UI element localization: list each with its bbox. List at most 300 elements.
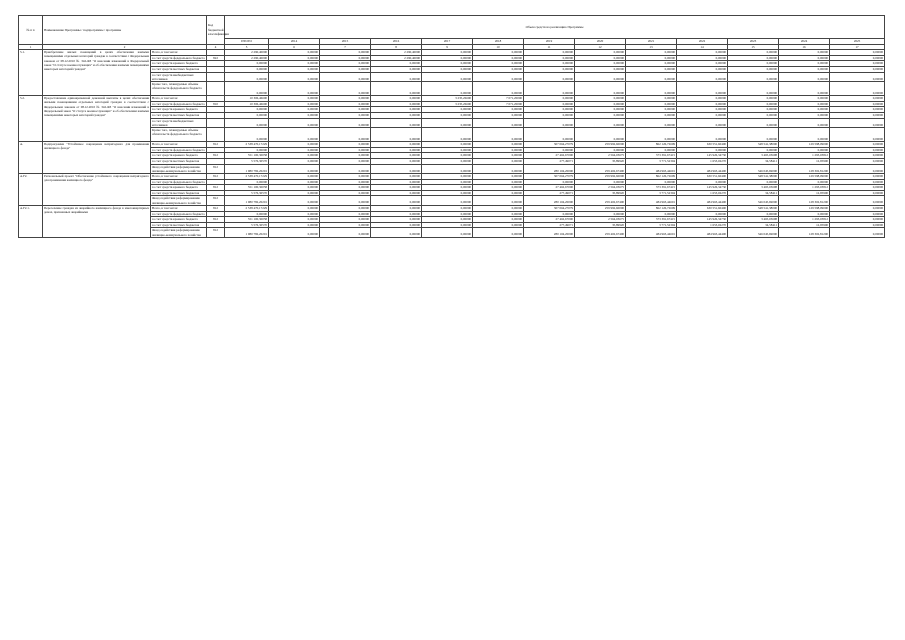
year-value: 0,00000	[473, 174, 524, 180]
year-value: 0,00000	[320, 174, 371, 180]
funding-source: Фонд содействия реформированию жилищно-коммунального хозяйства	[151, 228, 207, 238]
total-value: 2 290,40000	[225, 55, 269, 61]
year-value: 145 926,34730	[677, 153, 728, 159]
year-value: 0,00000	[575, 72, 626, 82]
year-value: 0,00000	[269, 61, 320, 67]
year-value: 0,00000	[422, 128, 473, 142]
year-value: 0,00000	[728, 147, 779, 153]
year-value: 0,00000	[320, 118, 371, 128]
year-value: 0,00000	[830, 153, 885, 159]
total-value: 10 306,46600	[225, 96, 269, 102]
year-value: 12,95900	[779, 190, 830, 196]
program-name: Переселение граждан из аварийного жилищного фонда в многоквартирных домах, признанных аварийными	[43, 206, 151, 238]
year-value: 0,00000	[677, 107, 728, 113]
year-value: 0,00000	[371, 107, 422, 113]
year-value: 0,00000	[422, 82, 473, 96]
funding-source: за счет средств федерального бюджета	[151, 211, 207, 217]
funding-source: за счет средств внебюджетных источников	[151, 118, 207, 128]
total-value: 0,00000	[225, 66, 269, 72]
year-value: 0,00000	[269, 112, 320, 118]
year-value: 0,00000	[677, 128, 728, 142]
year-value: 0,00000	[524, 211, 575, 217]
year-value: 129 598,09000	[779, 206, 830, 212]
year-value: 0,00000	[779, 128, 830, 142]
year-value: 0,00000	[422, 206, 473, 212]
year-value: 0,00000	[320, 185, 371, 191]
year-value: 35,89920	[575, 222, 626, 228]
year-value: 277,49071	[524, 222, 575, 228]
year-value: 0,00000	[473, 190, 524, 196]
year-value: 0,00000	[269, 190, 320, 196]
total-value: 0,00000	[225, 128, 269, 142]
year-value: 0,00000	[422, 164, 473, 174]
year-value: 1 293,03812	[779, 153, 830, 159]
year-value: 1 293,03812	[779, 185, 830, 191]
year-value: 0,00000	[320, 72, 371, 82]
year-value: 0,00000	[626, 179, 677, 185]
budget-code: 812	[207, 164, 225, 174]
year-value: 0,00000	[473, 50, 524, 56]
funding-source: за счет средств краевого бюджета	[151, 107, 207, 113]
total-value: 551 100,30058	[225, 153, 269, 159]
year-value: 0,00000	[473, 107, 524, 113]
total-value: 0,00000	[225, 211, 269, 217]
year-value: 0,00000	[422, 196, 473, 206]
year-value: 0,00000	[320, 211, 371, 217]
year-value: 0,00000	[830, 82, 885, 96]
year-value: 862 126,72609	[626, 206, 677, 212]
year-value: 0,00000	[269, 185, 320, 191]
year-value: 34,58411	[728, 158, 779, 164]
year-value: 0,00000	[524, 82, 575, 96]
budget-code: 812	[207, 206, 225, 212]
year-value: 0,00000	[320, 153, 371, 159]
total-value: 0,00000	[225, 82, 269, 96]
year-value: 0,00000	[677, 66, 728, 72]
year-value: 0,00000	[779, 61, 830, 67]
year-cell: 2023	[728, 39, 779, 45]
year-value: 0,00000	[371, 222, 422, 228]
year-value: 0,00000	[422, 190, 473, 196]
year-value: 0,00000	[371, 101, 422, 107]
year-value: 0,00000	[626, 112, 677, 118]
year-value: 0,00000	[269, 174, 320, 180]
year-value: 0,00000	[524, 101, 575, 107]
year-value: 0,00000	[575, 112, 626, 118]
budget-code: 812	[207, 228, 225, 238]
year-value: 0,00000	[269, 147, 320, 153]
total-value: 2 538 470,17229	[225, 174, 269, 180]
year-value: 0,00000	[269, 82, 320, 96]
year-value: 0,00000	[320, 50, 371, 56]
year-value: 0,00000	[269, 228, 320, 238]
year-value: 0,00000	[830, 174, 885, 180]
year-value: 0,00000	[830, 196, 885, 206]
budget-code: 812	[207, 217, 225, 223]
year-cell: 2020	[575, 39, 626, 45]
header-total: ИТОГО	[225, 39, 269, 45]
year-value: 280 104,20000	[524, 228, 575, 238]
year-value: 1 653,02270	[677, 190, 728, 196]
year-value: 0,00000	[830, 55, 885, 61]
funding-source: Всего, в том числе:	[151, 96, 207, 102]
column-number: 15	[728, 44, 779, 50]
total-value: 5 576,30570	[225, 190, 269, 196]
year-value: 307 064,27079	[524, 174, 575, 180]
year-value: 1 653,02270	[677, 222, 728, 228]
year-value: 7 071,20000	[473, 101, 524, 107]
year-value: 0,00000	[830, 164, 885, 174]
year-value: 0,00000	[473, 66, 524, 72]
year-cell: 2017	[422, 39, 473, 45]
year-value: 259 992,60000	[575, 206, 626, 212]
year-value: 259 402,67400	[575, 196, 626, 206]
funding-source: за счет средств внебюджетных источников	[151, 72, 207, 82]
year-value: 0,00000	[575, 101, 626, 107]
year-value: 0,00000	[830, 185, 885, 191]
year-value: 280 104,20000	[524, 164, 575, 174]
year-value: 0,00000	[626, 55, 677, 61]
year-value: 0,00000	[371, 179, 422, 185]
year-value: 0,00000	[320, 96, 371, 102]
year-value: 3 465,03698	[728, 185, 779, 191]
year-value: 348 541,38000	[728, 206, 779, 212]
total-value: 1 980 782,20201	[225, 228, 269, 238]
year-value: 0,00000	[473, 185, 524, 191]
year-value: 373 391,67415	[626, 185, 677, 191]
year-value: 0,00000	[320, 228, 371, 238]
year-value: 0,00000	[422, 211, 473, 217]
year-value: 0,00000	[830, 61, 885, 67]
year-value: 0,00000	[473, 72, 524, 82]
year-value: 0,00000	[269, 164, 320, 174]
column-number: 9	[422, 44, 473, 50]
funding-source: Фонд содействия реформированию жилищно-коммунального хозяйства	[151, 164, 207, 174]
budget-code: 812	[207, 185, 225, 191]
year-value: 0,00000	[830, 147, 885, 153]
year-value: 0,00000	[320, 107, 371, 113]
total-value: 2 538 470,17229	[225, 142, 269, 148]
year-value: 0,00000	[320, 66, 371, 72]
year-value: 0,00000	[320, 147, 371, 153]
year-value: 128 302,81200	[779, 228, 830, 238]
year-value: 0,00000	[371, 164, 422, 174]
funding-source: за счет средств федерального бюджета	[151, 101, 207, 107]
year-value: 0,00000	[830, 228, 885, 238]
year-value: 0,00000	[320, 101, 371, 107]
column-number: 16	[779, 44, 830, 50]
year-value: 128 302,81200	[779, 164, 830, 174]
year-value: 0,00000	[626, 147, 677, 153]
funding-source: за счет средств краевого бюджета	[151, 217, 207, 223]
year-value: 0,00000	[830, 66, 885, 72]
year-value: 0,00000	[269, 66, 320, 72]
year-value: 259 402,67400	[575, 228, 626, 238]
year-value: 0,00000	[728, 96, 779, 102]
year-value: 0,00000	[422, 118, 473, 128]
year-value: 0,00000	[269, 72, 320, 82]
year-value: 2 564,03675	[575, 153, 626, 159]
year-value: 0,00000	[422, 185, 473, 191]
year-value: 0,00000	[371, 128, 422, 142]
row-number: A.F2.1.	[19, 206, 43, 238]
total-value: 0,00000	[225, 72, 269, 82]
year-value: 0,00000	[575, 82, 626, 96]
header-funding: Объем средств на реализацию Программы	[225, 16, 885, 39]
year-value: 0,00000	[524, 112, 575, 118]
year-value: 0,00000	[371, 96, 422, 102]
year-value: 34,58411	[728, 222, 779, 228]
year-cell: 2015	[320, 39, 371, 45]
year-value: 0,00000	[524, 128, 575, 142]
year-value: 0,00000	[422, 66, 473, 72]
year-value: 0,00000	[320, 179, 371, 185]
year-value: 145 926,34730	[677, 185, 728, 191]
total-value: 1 980 782,20201	[225, 164, 269, 174]
year-value: 0,00000	[269, 50, 320, 56]
year-value: 0,00000	[575, 118, 626, 128]
year-value: 0,00000	[677, 82, 728, 96]
year-value: 0,00000	[269, 222, 320, 228]
budget-code: 810	[207, 101, 225, 107]
year-value: 0,00000	[371, 118, 422, 128]
year-value: 12,95900	[779, 222, 830, 228]
year-value: 0,00000	[728, 66, 779, 72]
year-value: 0,00000	[269, 128, 320, 142]
year-value: 484 963,44400	[677, 196, 728, 206]
year-value: 0,00000	[371, 112, 422, 118]
year-value: 7 071,20000	[473, 96, 524, 102]
year-value: 630 551,60400	[677, 174, 728, 180]
year-value: 280 104,20000	[524, 196, 575, 206]
year-value: 0,00000	[728, 101, 779, 107]
year-value: 0,00000	[779, 112, 830, 118]
year-value: 0,00000	[575, 128, 626, 142]
funding-source: за счет средств местных бюджетов	[151, 190, 207, 196]
year-value: 0,00000	[524, 66, 575, 72]
year-value: 0,00000	[473, 82, 524, 96]
year-value: 27 462,67000	[524, 217, 575, 223]
year-value: 2 564,03675	[575, 217, 626, 223]
total-value: 5 576,30570	[225, 222, 269, 228]
year-value: 484 963,44400	[677, 228, 728, 238]
program-funding-table	[18, 15, 885, 238]
year-value: 0,00000	[728, 211, 779, 217]
year-value: 484 963,44601	[626, 164, 677, 174]
column-number: 7	[320, 44, 371, 50]
header-name: Наименование Программы / подпрограммы / программы	[43, 16, 207, 45]
year-value: 0,00000	[371, 185, 422, 191]
year-value: 0,00000	[626, 66, 677, 72]
year-value: 346 045,69000	[728, 164, 779, 174]
program-name: Предоставление единовременной денежной выплаты в целях обеспечения жилыми помещениями отдельных категорий граждан в соответствии с Федеральным законом от 08.12.2010 № 342-ФЗ "О внесении изменений в Федеральный закон "О статусе военнослужащих" и об обеспечении жилыми помещениями некоторых категорий граждан"	[43, 96, 151, 142]
year-value: 307 064,27079	[524, 142, 575, 148]
table-header-row	[19, 16, 885, 39]
year-value: 0,00000	[677, 101, 728, 107]
year-value: 0,00000	[626, 211, 677, 217]
year-value: 373 391,67415	[626, 217, 677, 223]
year-value: 2 290,40000	[371, 50, 422, 56]
year-cell: 2024	[779, 39, 830, 45]
year-value: 0,00000	[779, 107, 830, 113]
column-number: 4	[207, 44, 225, 50]
year-value: 0,00000	[830, 50, 885, 56]
year-value: 0,00000	[677, 61, 728, 67]
year-value: 0,00000	[524, 96, 575, 102]
year-value: 0,00000	[422, 147, 473, 153]
year-value: 0,00000	[320, 112, 371, 118]
year-value: 0,00000	[371, 211, 422, 217]
year-value: 3 771,52304	[626, 158, 677, 164]
year-value: 0,00000	[422, 72, 473, 82]
row-number: 5.2.	[19, 96, 43, 142]
column-number: 6	[269, 44, 320, 50]
budget-code	[207, 128, 225, 142]
year-value: 0,00000	[422, 228, 473, 238]
year-value: 0,00000	[371, 196, 422, 206]
year-value: 0,00000	[269, 211, 320, 217]
year-value: 0,00000	[422, 153, 473, 159]
column-number: 17	[830, 44, 885, 50]
year-value: 3 465,03698	[728, 153, 779, 159]
row-number: 5.1.	[19, 50, 43, 96]
year-value: 0,00000	[371, 147, 422, 153]
year-value: 484 963,44601	[626, 196, 677, 206]
column-number: 10	[473, 44, 524, 50]
year-value: 0,00000	[473, 196, 524, 206]
year-value: 0,00000	[422, 61, 473, 67]
year-value: 0,00000	[575, 61, 626, 67]
year-value: 0,00000	[830, 107, 885, 113]
year-value: 0,00000	[473, 118, 524, 128]
year-value: 0,00000	[269, 217, 320, 223]
funding-source: за счет средств краевого бюджета	[151, 185, 207, 191]
column-number: 12	[575, 44, 626, 50]
year-value: 35,89920	[575, 158, 626, 164]
total-value: 0,00000	[225, 107, 269, 113]
year-value: 0,00000	[779, 72, 830, 82]
year-value: 0,00000	[371, 153, 422, 159]
budget-code	[207, 72, 225, 82]
year-value: 630 551,60400	[677, 206, 728, 212]
year-value: 0,00000	[320, 82, 371, 96]
year-value: 0,00000	[779, 50, 830, 56]
total-value: 0,00000	[225, 61, 269, 67]
year-value: 0,00000	[320, 142, 371, 148]
year-value: 0,00000	[575, 179, 626, 185]
column-number: 2	[43, 44, 207, 50]
funding-source: за счет средств местных бюджетов	[151, 222, 207, 228]
total-value: 0,00000	[225, 118, 269, 128]
year-value: 0,00000	[422, 158, 473, 164]
total-value: 0,00000	[225, 112, 269, 118]
year-value: 0,00000	[830, 128, 885, 142]
year-value: 2 564,03675	[575, 185, 626, 191]
year-value: 0,00000	[575, 211, 626, 217]
budget-code: 822	[207, 55, 225, 61]
year-value: 0,00000	[269, 206, 320, 212]
year-value: 0,00000	[626, 96, 677, 102]
year-value: 0,00000	[371, 66, 422, 72]
year-value: 0,00000	[830, 179, 885, 185]
document-page	[18, 15, 884, 238]
year-value: 0,00000	[320, 61, 371, 67]
year-value: 0,00000	[473, 61, 524, 67]
year-value: 0,00000	[779, 211, 830, 217]
funding-source: Кроме того, планируемые объемы обязательств федерального бюджета	[151, 128, 207, 142]
year-value: 0,00000	[830, 72, 885, 82]
year-value: 0,00000	[269, 153, 320, 159]
year-value: 0,00000	[728, 128, 779, 142]
year-value: 0,00000	[626, 72, 677, 82]
year-value: 307 064,27079	[524, 206, 575, 212]
year-value: 145 926,34730	[677, 217, 728, 223]
year-value: 484 963,44400	[677, 164, 728, 174]
year-value: 630 551,60400	[677, 142, 728, 148]
year-value: 0,00000	[677, 118, 728, 128]
program-name: Региональный проект "Обеспечение устойчивого сокращения непригодного для проживания жилищного фонда"	[43, 174, 151, 206]
year-value: 259 992,60000	[575, 174, 626, 180]
year-value: 0,00000	[728, 107, 779, 113]
year-value: 0,00000	[269, 179, 320, 185]
year-value: 0,00000	[473, 112, 524, 118]
total-value: 10 306,46600	[225, 101, 269, 107]
budget-code: 812	[207, 153, 225, 159]
year-value: 0,00000	[473, 179, 524, 185]
year-value: 3 235,26600	[422, 96, 473, 102]
year-value: 0,00000	[320, 55, 371, 61]
budget-code: 812	[207, 196, 225, 206]
total-value: 551 100,30058	[225, 217, 269, 223]
year-value: 0,00000	[320, 164, 371, 174]
year-cell: 2025	[830, 39, 885, 45]
funding-source: Всего, в том числе:	[151, 206, 207, 212]
year-value: 0,00000	[524, 107, 575, 113]
column-number: 13	[626, 44, 677, 50]
year-value: 0,00000	[728, 50, 779, 56]
year-value: 0,00000	[371, 72, 422, 82]
row-number: A.	[19, 142, 43, 174]
year-value: 259 402,67400	[575, 164, 626, 174]
budget-code: 812	[207, 174, 225, 180]
year-value: 0,00000	[779, 179, 830, 185]
year-value: 0,00000	[320, 128, 371, 142]
year-value: 0,00000	[677, 179, 728, 185]
year-value: 373 391,67415	[626, 153, 677, 159]
funding-source: Всего, в том числе:	[151, 50, 207, 56]
year-value: 0,00000	[269, 96, 320, 102]
year-value: 0,00000	[371, 206, 422, 212]
total-value: 5 576,30570	[225, 158, 269, 164]
year-value: 0,00000	[728, 72, 779, 82]
year-value: 27 462,67000	[524, 153, 575, 159]
year-value: 0,00000	[728, 179, 779, 185]
year-value: 0,00000	[473, 142, 524, 148]
year-value: 0,00000	[830, 96, 885, 102]
program-name: Приобретение жилых помещений в целях обеспечения жилыми помещениями отдельных категорий граждан в соответствии с Федеральным законом от 08.12.2010 № 342-ФЗ "О внесении изменений в Федеральный закон "О статусе военнослужащих" и об обеспечении жилыми помещениями некоторых категорий граждан"	[43, 50, 151, 96]
year-value: 0,00000	[320, 190, 371, 196]
year-value: 0,00000	[269, 196, 320, 206]
year-cell: 2021	[626, 39, 677, 45]
year-value: 0,00000	[269, 158, 320, 164]
funding-source: за счет средств федерального бюджета	[151, 147, 207, 153]
funding-source: Всего, в том числе:	[151, 142, 207, 148]
funding-source: за счет средств краевого бюджета	[151, 61, 207, 67]
year-value: 346 045,69000	[728, 228, 779, 238]
year-value: 0,00000	[473, 228, 524, 238]
year-value: 0,00000	[371, 158, 422, 164]
year-value: 0,00000	[728, 118, 779, 128]
